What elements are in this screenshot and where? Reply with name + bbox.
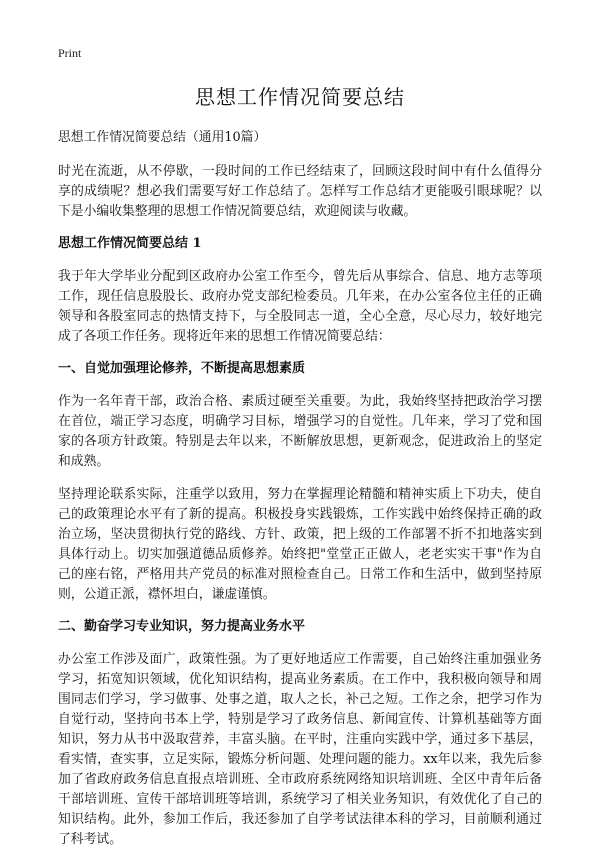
intro-paragraph: 时光在流逝，从不停歇，一段时间的工作已经结束了，回顾这段时间中有什么值得分享的成绩呢？想必我们需要写好工作总结了。怎样写工作总结才更能吸引眼球呢？以下是小编收集整理的思想工作情况简要总结，欢迎阅读与收藏。: [58, 164, 542, 219]
print-link[interactable]: Print: [58, 46, 82, 60]
part2-heading: 二、勤奋学习专业知识，努力提高业务水平: [58, 619, 306, 634]
document-title: 思想工作情况简要总结: [195, 85, 405, 109]
section1-heading: 思想工作情况简要总结 1: [58, 236, 202, 251]
part2-paragraph-1: 办公室工作涉及面广，政策性强。为了更好地适应工作需要，自己始终注重加强业务学习，拓宽知识领域，优化知识结构，提高业务素质。在工作中，我积极向领导和周围同志们学习，学习做事、处事之道，取人之长，补己之短。工作之余，把学习作为自觉行动，坚持向书本上学，特别是学习了政务信息、新闻宣传、计算机基础等方面知识，努力从书中汲取营养，丰富头脑。在平时，注重向实践中学，通过多下基层，看实情，查实事，立足实际，锻炼分析问题、处理问题的能力。xx年以来，我先后参加了省政府政务信息直报点培训班、全市政府系统网络知识培训班、全区中青年后备干部培训班、宣传干部培训班等培训，系统学习了相关业务知识，有效优化了自己的知识结构。此外，参加工作后，我还参加了自学考试法律本科的学习，目前顺利通过了科考试。: [58, 652, 542, 847]
part1-paragraph-1: 作为一名年青干部，政治合格、素质过硬至关重要。为此，我始终坚持把政治学习摆在首位，端正学习态度，明确学习目标，增强学习的自觉性。几年来，学习了党和国家的各项方针政策。特别是去年以来，不断解放思想，更新观念，促进政治上的坚定和成熟。: [58, 394, 542, 469]
part1-heading: 一、自觉加强理论修养，不断提高思想素质: [58, 361, 306, 376]
section1-paragraph-1: 我于年大学毕业分配到区政府办公室工作至今，曾先后从事综合、信息、地方志等项工作，现任信息股股长、政府办党支部纪检委员。几年来，在办公室各位主任的正确领导和各股室同志的热情支持下，与全股同志一道，全心全意，尽心尽力，较好地完成了各项工作任务。现将近年来的思想工作情况简要总结：: [58, 269, 542, 344]
part1-paragraph-2: 坚持理论联系实际，注重学以致用，努力在掌握理论精髓和精神实质上下功夫，使自己的政策理论水平有了新的提高。积极投身实践锻炼，工作实践中始终保持正确的政治立场，坚决贯彻执行党的路线、方针、政策，把上级的工作部署不折不扣地落实到具体行动上。切实加强道德品质修养。始终把"堂堂正正做人，老老实实干事"作为自己的座右铭，严格用共产党员的标准对照检查自己。日常工作和生活中，做到坚持原则，公道正派，襟怀坦白，谦虚谨慎。: [58, 487, 542, 602]
document-subtitle: 思想工作情况简要总结（通用10篇）: [58, 130, 267, 145]
